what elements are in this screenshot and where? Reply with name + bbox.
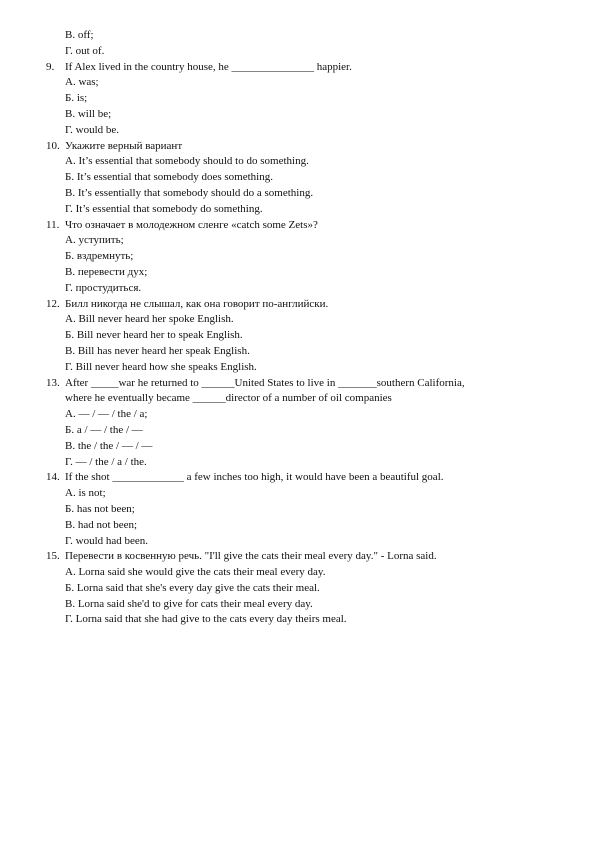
answer-option: Б. has not been; — [65, 502, 135, 515]
answer-option: Г. would be. — [65, 123, 120, 136]
question-text-continued: where he eventually became ______director of a number of oil companies — [65, 392, 392, 405]
answer-option: Б. вздремнуть; — [65, 250, 134, 263]
answer-option: Г. Bill never heard how she speaks English. — [65, 360, 257, 373]
question-number: 14. — [46, 471, 60, 484]
question-line — [46, 218, 546, 234]
answer-option: А. is not; — [65, 487, 106, 500]
answer-option: Г. would had been. — [65, 534, 149, 547]
answer-option: В. off; — [65, 29, 94, 41]
question-text: After _____war he returned to ______United States to live in _______southern California, — [65, 376, 465, 389]
answer-option: А. It’s essential that somebody should to do something. — [65, 155, 309, 168]
answer-option: Г. out of. — [65, 44, 105, 57]
question-text: Билл никогда не слышал, как она говорит по-английски. — [65, 297, 329, 310]
answer-option: Б. is; — [65, 92, 88, 105]
question-text: If the shot _____________ a few inches too high, it would have been a beautiful goal. — [65, 471, 444, 484]
question-number: 9. — [46, 60, 55, 73]
answer-option: В. Lorna said she'd to give for cats their meal every day. — [65, 597, 313, 610]
answer-option: В. Bill has never heard her speak English. — [65, 344, 250, 357]
answer-option: А. was; — [65, 76, 99, 89]
answer-option: А. Lorna said she would give the cats their meal every day. — [65, 566, 326, 579]
question-text: If Alex lived in the country house, he _______________ happier. — [65, 60, 352, 73]
answer-option: Г. — / the / a / the. — [65, 455, 147, 468]
question-line — [46, 297, 546, 313]
answer-option: В. It’s essentially that somebody should do a something. — [65, 186, 314, 199]
question-text: Перевести в косвенную речь. "I'll give the cats their meal every day." - Lorna said. — [65, 550, 437, 563]
answer-option: А. уступить; — [65, 234, 124, 247]
answer-option: Б. It’s essential that somebody does something. — [65, 171, 273, 184]
question-line — [46, 470, 546, 486]
answer-option: В. had not been; — [65, 518, 138, 531]
answer-option: Б. Lorna said that she's every day give the cats their meal. — [65, 581, 320, 594]
answer-option: Г. простудиться. — [65, 281, 142, 294]
answer-option: Г. It’s essential that somebody do something. — [65, 202, 263, 215]
answer-option: В. перевести дух; — [65, 265, 148, 278]
question-text: Укажите верный вариант — [65, 139, 183, 152]
question-line — [46, 376, 546, 392]
answer-option: А. — / — / the / a; — [65, 408, 148, 421]
answer-option: Г. Lorna said that she had give to the cats every day theirs meal. — [65, 613, 347, 626]
question-number: 13. — [46, 376, 60, 389]
question-text: Что означает в молодежном сленге «catch some Zets»? — [65, 218, 318, 231]
answer-option: Б. Bill never heard her to speak English. — [65, 329, 243, 342]
answer-option: А. Bill never heard her spoke English. — [65, 313, 234, 326]
question-line — [46, 139, 546, 155]
question-line — [46, 60, 546, 76]
question-number: 11. — [46, 218, 60, 231]
answer-option: В. the / the / — / — — [65, 439, 153, 452]
question-number: 15. — [46, 550, 60, 563]
answer-option: В. will be; — [65, 107, 112, 120]
answer-option: Б. a / — / the / — — [65, 423, 143, 436]
test-questions — [46, 28, 546, 628]
question-number: 12. — [46, 297, 60, 310]
question-number: 10. — [46, 139, 60, 152]
question-line — [46, 549, 546, 565]
